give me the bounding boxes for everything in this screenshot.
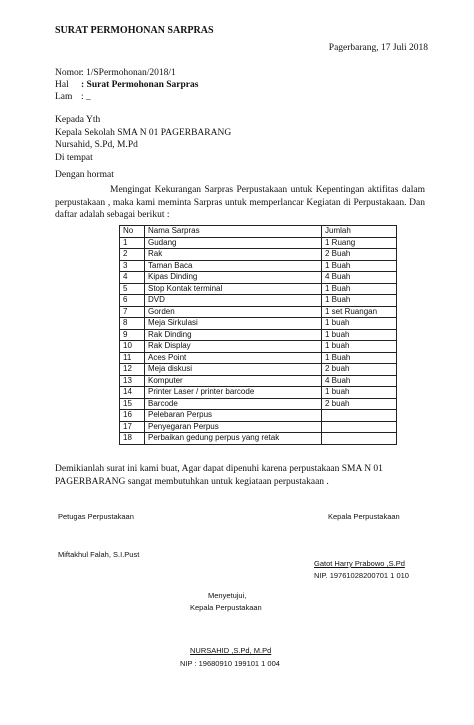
header-name: Nama Sarpras (145, 226, 322, 238)
place-date: Pagerbarang, 17 Juli 2018 (328, 43, 428, 53)
row-name: Aces Point (145, 352, 322, 364)
row-qty: 2 buah (322, 364, 397, 376)
approver-nip: NIP : 19680910 199101 1 004 (180, 659, 280, 668)
table-row (120, 410, 397, 422)
recipient-block (55, 114, 231, 164)
row-no: 10 (120, 341, 145, 353)
row-name: Rak Display (145, 341, 322, 353)
row-no: 9 (120, 329, 145, 341)
letter-title: SURAT PERMOHONAN SARPRAS (55, 25, 214, 36)
table-row (120, 272, 397, 284)
row-no: 12 (120, 364, 145, 376)
row-no: 7 (120, 306, 145, 318)
row-qty: 1 Buah (322, 260, 397, 272)
right-signer-name: Gatot Harry Prabowo ,S.Pd (314, 559, 405, 568)
left-signer-role: Petugas Perpustakaan (58, 512, 134, 521)
table-row (120, 387, 397, 399)
nomor-line (55, 68, 176, 78)
hal-value: : Surat Permohonan Sarpras (81, 80, 199, 90)
row-no: 4 (120, 272, 145, 284)
row-qty: 2 buah (322, 398, 397, 410)
lam-value: : _ (81, 92, 91, 102)
row-name: Rak Dinding (145, 329, 322, 341)
row-name: Penyegaran Perpus (145, 421, 322, 433)
row-qty: 1 buah (322, 341, 397, 353)
row-name: Pelebaran Perpus (145, 410, 322, 422)
row-no: 2 (120, 249, 145, 261)
row-no: 14 (120, 387, 145, 399)
table-row (120, 341, 397, 353)
row-no: 1 (120, 237, 145, 249)
table-row (120, 295, 397, 307)
row-qty: 1 Buah (322, 283, 397, 295)
row-name: Printer Laser / printer barcode (145, 387, 322, 399)
approval-line-2: Kepala Perpustakaan (190, 603, 262, 612)
intro-paragraph: Mengingat Kekurangan Sarpras Perpustakaan untuk Kepentingan aktifitas dalam perpustakaan , maka kami meminta Sarpras untuk memperlancar Kegiatan di Perpustakaan. Dan daftar adalah sebagai berikut : (55, 185, 425, 220)
recipient-line-3: Nursahid, S.Pd, M.Pd (55, 140, 138, 150)
hal-line (55, 80, 198, 90)
row-name: Perbaikan gedung perpus yang retak (145, 433, 322, 445)
right-signer-nip: NIP. 19761028200701 1 010 (314, 571, 409, 580)
recipient-line-4: Di tempat (55, 152, 93, 163)
row-name: Stop Kontak terminal (145, 283, 322, 295)
header-qty: Jumlah (322, 226, 397, 238)
row-no: 8 (120, 318, 145, 330)
row-qty: 4 Buah (322, 272, 397, 284)
row-name: Kipas Dinding (145, 272, 322, 284)
recipient-line-1: Kepada Yth (55, 115, 101, 125)
recipient-line-2: Kepala Sekolah SMA N 01 PAGERBARANG (55, 127, 232, 138)
lampiran-line (55, 92, 91, 102)
row-no: 3 (120, 260, 145, 272)
table-row (120, 249, 397, 261)
row-name: Meja Sirkulasi (145, 318, 322, 330)
row-qty: 2 Buah (322, 249, 397, 261)
row-name: Gudang (145, 237, 322, 249)
table-row (120, 318, 397, 330)
table-row (120, 283, 397, 295)
hal-label: Hal (55, 80, 69, 90)
table-row (120, 375, 397, 387)
row-qty: 1 Buah (322, 352, 397, 364)
table-header-row (120, 226, 397, 238)
row-name: Komputer (145, 375, 322, 387)
row-qty: 1 buah (322, 318, 397, 330)
row-no: 15 (120, 398, 145, 410)
row-qty: 1 buah (322, 387, 397, 399)
row-no: 13 (120, 375, 145, 387)
row-qty: 1 buah (322, 329, 397, 341)
table-row (120, 260, 397, 272)
table-row (120, 398, 397, 410)
lam-label: Lam (55, 92, 73, 102)
row-no: 16 (120, 410, 145, 422)
header-no: No (120, 226, 145, 238)
row-name: Rak (145, 249, 322, 261)
table-row (120, 306, 397, 318)
row-name: Barcode (145, 398, 322, 410)
approver-name: NURSAHID ,S.Pd, M.Pd (190, 646, 272, 655)
row-name: Taman Baca (145, 260, 322, 272)
row-no: 18 (120, 433, 145, 445)
row-no: 17 (120, 421, 145, 433)
row-qty (322, 421, 397, 433)
table-row (120, 237, 397, 249)
row-qty: 1 Ruang (322, 237, 397, 249)
table-row (120, 421, 397, 433)
row-name: DVD (145, 295, 322, 307)
row-qty: 1 set Ruangan (322, 306, 397, 318)
row-name: Meja diskusi (145, 364, 322, 376)
row-qty: 4 Buah (322, 375, 397, 387)
sarpras-table (119, 225, 397, 445)
nomor-label: Nomor (55, 68, 82, 78)
row-qty (322, 410, 397, 422)
approval-line-1: Menyetujui, (208, 591, 247, 600)
table-row (120, 364, 397, 376)
greeting: Dengan hormat (55, 170, 114, 180)
table-row (120, 433, 397, 445)
row-name: Gorden (145, 306, 322, 318)
closing-paragraph: Demikianlah surat ini kami buat, Agar dapat dipenuhi karena perpustakaan SMA N 01 PAGERBARANG sangat membutuhkan untuk kegiataan perpustakaan . (55, 464, 383, 487)
row-qty (322, 433, 397, 445)
row-no: 11 (120, 352, 145, 364)
row-no: 6 (120, 295, 145, 307)
left-signer-name: Miftakhul Falah, S.I.Pust (58, 550, 140, 559)
nomor-value: : 1/SPermohonan/2018/1 (81, 68, 176, 78)
row-qty: 1 Buah (322, 295, 397, 307)
right-signer-role: Kepala Perpustakaan (328, 512, 400, 521)
table-row (120, 329, 397, 341)
row-no: 5 (120, 283, 145, 295)
table-row (120, 352, 397, 364)
